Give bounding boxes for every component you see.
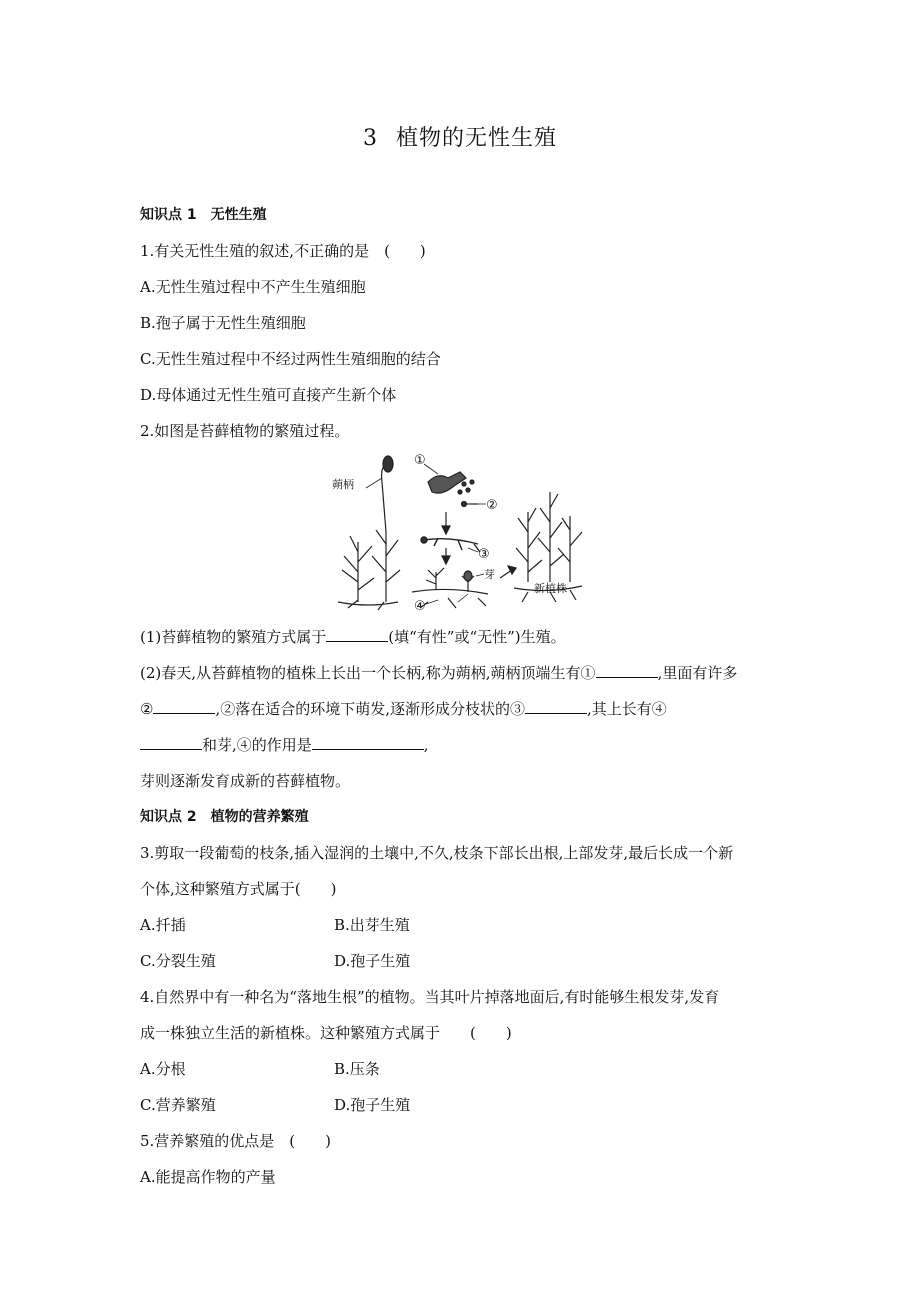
protonema [421,537,480,552]
page-title [0,121,920,152]
capsule-and-spores [428,472,478,507]
question-2-part-2-line-2 [140,699,667,719]
question-3-option-b: B.出芽生殖 [334,916,410,934]
question-2-part-1 [140,627,566,647]
section-name: 植物的营养繁殖 [210,809,309,825]
text-segment: (1)苔藓植物的繁殖方式属于 [140,628,327,646]
section-heading-2 [140,807,309,827]
text-segment: , [423,736,429,754]
question-1-option-a: A.无性生殖过程中不产生生殖细胞 [140,278,366,296]
answer-blank[interactable] [140,735,202,750]
answer-blank[interactable] [525,699,587,714]
answer-blank[interactable] [326,627,388,642]
section-heading-1 [140,205,267,225]
figure-label-1: ① [414,453,426,468]
figure-label-3: ③ [478,547,490,562]
question-4-option-d: D.孢子生殖 [334,1096,411,1114]
text-segment: ,②落在适合的环境下萌发,逐渐形成分枝状的③ [215,700,525,718]
answer-blank[interactable] [596,663,658,678]
question-3-option-a: A.扦插 [140,916,186,934]
figure-label-bud: 芽 [484,569,495,581]
section-name: 无性生殖 [210,207,267,223]
question-1-option-d: D.母体通过无性生殖可直接产生新个体 [140,386,397,404]
lesson-number: 3 [362,126,378,151]
question-2-part-2-line-3 [140,735,429,755]
question-2-part-2-line-4: 芽则逐渐发育成新的苔藓植物。 [140,772,351,790]
section-label: 知识点 1 [140,207,197,223]
text-segment: ② [140,700,154,718]
process-arrows [442,512,516,578]
question-3-stem-line-2: 个体,这种繁殖方式属于( ) [140,880,337,898]
question-4-stem-line-2: 成一株独立生活的新植株。这种繁殖方式属于 ( ) [140,1024,512,1042]
text-segment: ,里面有许多 [657,664,738,682]
figure-label-2: ② [486,498,498,513]
question-4-option-b: B.压条 [334,1060,380,1078]
text-segment: (2)春天,从苔藓植物的植株上长出一个长柄,称为蒴柄,蒴柄顶端生有① [140,664,596,682]
question-4-option-a: A.分根 [140,1060,186,1078]
question-3-option-c: C.分裂生殖 [140,952,216,970]
moss-reproduction-figure [328,452,590,614]
question-1-stem: 1.有关无性生殖的叙述,不正确的是 ( ) [140,242,426,260]
question-1-option-c: C.无性生殖过程中不经过两性生殖细胞的结合 [140,350,441,368]
question-5-option-a: A.能提高作物的产量 [140,1168,276,1186]
question-3-stem-line-1: 3.剪取一段葡萄的枝条,插入湿润的土壤中,不久,枝条下部长出根,上部发芽,最后长成一个新 [140,844,734,862]
question-2-part-2-line-1 [140,663,737,683]
section-label: 知识点 2 [140,809,197,825]
figure-label-stalk: 蒴柄 [332,479,354,491]
text-segment: (填“有性”或“无性”)生殖。 [388,628,566,646]
question-5-stem: 5.营养繁殖的优点是 ( ) [140,1132,332,1150]
lesson-title: 植物的无性生殖 [395,126,557,151]
figure-label-new-plant: 新植株 [534,583,567,595]
question-2-stem: 2.如图是苔藓植物的繁殖过程。 [140,422,350,440]
question-3-option-d: D.孢子生殖 [334,952,411,970]
answer-blank[interactable] [312,735,424,750]
question-4-stem-line-1: 4.自然界中有一种名为“落地生根”的植物。当其叶片掉落地面后,有时能够生根发芽,发育 [140,988,720,1006]
answer-blank[interactable] [153,699,215,714]
figure-label-4: ④ [414,599,426,614]
text-segment: 和芽,④的作用是 [202,736,312,754]
question-4-option-c: C.营养繁殖 [140,1096,216,1114]
question-1-option-b: B.孢子属于无性生殖细胞 [140,314,306,332]
text-segment: ,其上长有④ [587,700,667,718]
